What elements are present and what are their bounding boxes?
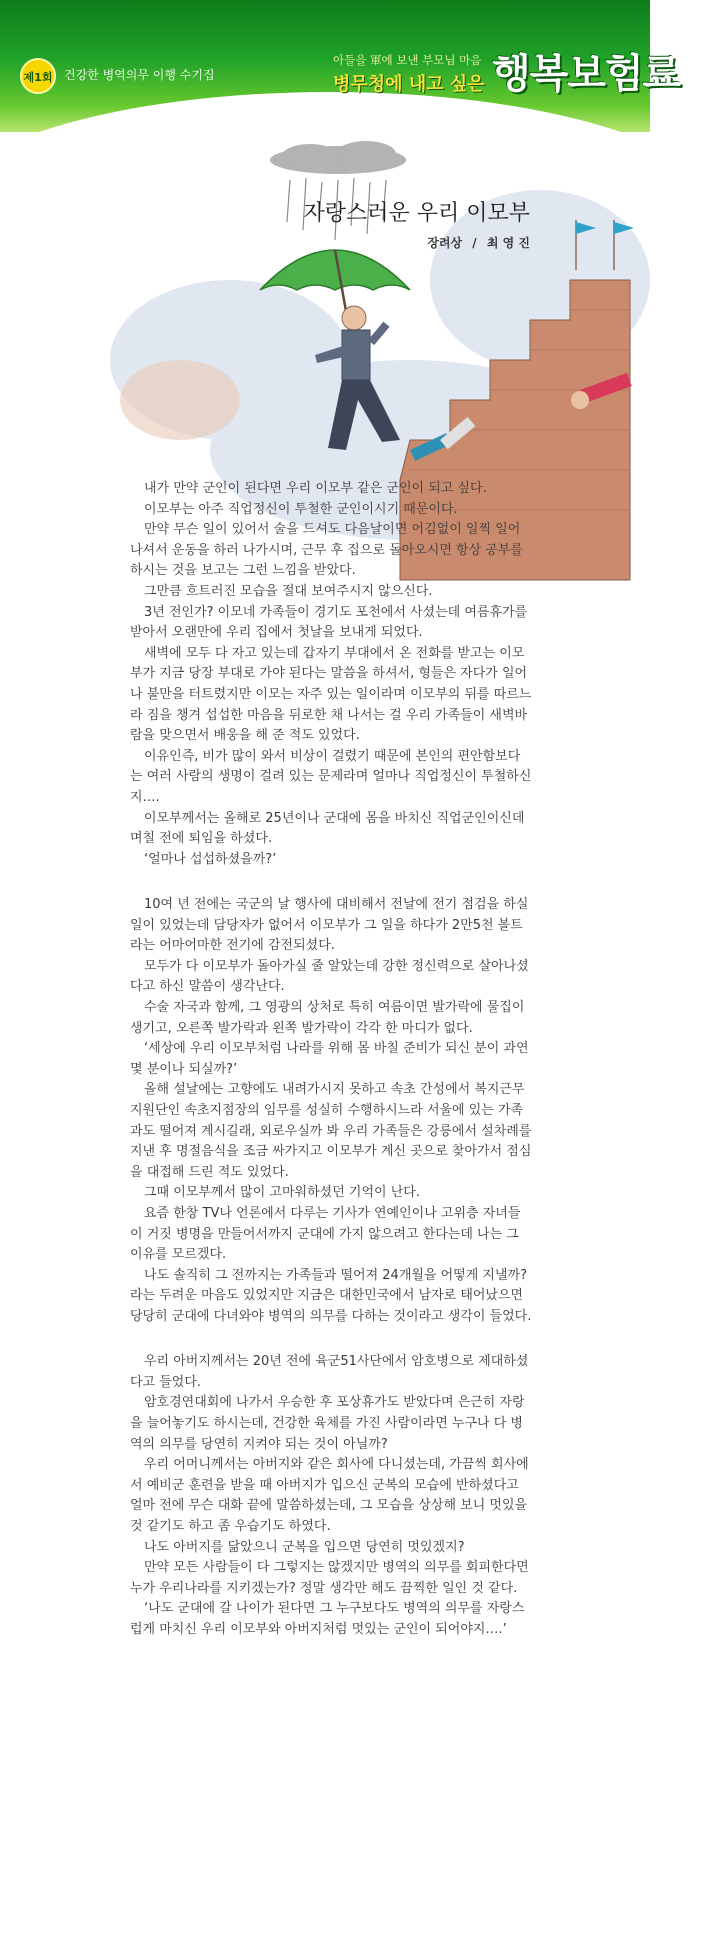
body-line: 다고 들었다. <box>130 1375 202 1390</box>
body-line: 역의 의무를 당연히 지켜야 되는 것이 아닐까? <box>130 1437 388 1452</box>
article-title: 자랑스러운 우리 이모부 <box>303 201 530 226</box>
body-line: 람을 맞으면서 배웅을 해 준 적도 있었다. <box>130 728 360 743</box>
series-title: 건강한 병역의무 이행 수기집 <box>64 68 215 82</box>
header-banner <box>0 0 681 132</box>
body-line: 지낸 후 명절음식을 조금 싸가지고 이모부가 계신 곳으로 찾아가서 점심 <box>130 1144 532 1159</box>
body-line: 서 예비군 훈련을 받을 때 아버지가 입으신 군복의 모습에 반하셨다고 <box>130 1478 519 1493</box>
body-line: 일이 있었는데 담당자가 없어서 이모부가 그 일을 하다가 2만5천 볼트 <box>130 918 523 933</box>
body-line: 얼마 전에 무슨 대화 끝에 말씀하셨는데, 그 모습을 상상해 보니 멋있을 <box>130 1498 528 1513</box>
body-line: 수술 자국과 함께, 그 영광의 상처로 특히 여름이면 발가락에 물집이 <box>144 1000 525 1015</box>
body-line: 3년 전인가? 이모네 가족들이 경기도 포천에서 사셨는데 여름휴가를 <box>144 605 528 620</box>
header-tagline: 아들을 軍에 보낸 부모님 마음 <box>333 53 482 67</box>
body-line: 다고 하신 말씀이 생각난다. <box>130 979 285 994</box>
body-line: ‘나도 군대에 갈 나이가 된다면 그 누구보다도 병역의 의무를 자랑스 <box>144 1601 525 1616</box>
body-line: 라는 두려운 마음도 있었지만 지금은 대한민국에서 남자로 태어났으면 <box>130 1288 524 1303</box>
body-line: 이유를 모르겠다. <box>130 1247 227 1262</box>
body-line: 그만큼 흐트러진 모습을 절대 보여주시지 않으신다. <box>144 584 433 599</box>
body-line: 요즘 한창 TV나 언론에서 다루는 기사가 연예인이나 고위층 자녀들 <box>144 1206 521 1221</box>
body-line: 나도 아버지를 닮았으니 군복을 입으면 당연히 멋있겠지? <box>144 1540 465 1555</box>
body-line: 그때 이모부께서 많이 고마워하셨던 기억이 난다. <box>144 1185 420 1200</box>
body-line: 이 거짓 병명을 만들어서까지 군대에 가지 않으려고 한다는데 나는 그 <box>130 1227 519 1242</box>
body-line: 모두가 다 이모부가 돌아가실 줄 알았는데 강한 정신력으로 살아나셨 <box>144 959 529 974</box>
body-line: 암호경연대회에 나가서 우승한 후 포상휴가도 받았다며 은근히 자랑 <box>144 1395 525 1410</box>
body-line: 부가 지금 당장 부대로 가야 된다는 말씀을 하셔서, 형들은 자다가 일어 <box>130 666 528 681</box>
body-line: 하시는 것을 보고는 그런 느낌을 받았다. <box>130 563 356 578</box>
body-line: 내가 만약 군인이 된다면 우리 이모부 같은 군인이 되고 싶다. <box>144 481 487 496</box>
author-name: 최 영 진 <box>486 236 530 250</box>
body-line: 만약 모든 사람들이 다 그렇지는 않겠지만 병역의 의무를 회피한다면 <box>144 1560 529 1575</box>
body-line: 과도 떨어져 계시길래, 외로우실까 봐 우리 가족들은 강릉에서 설차례를 <box>130 1124 532 1139</box>
body-line: 몇 분이나 되실까?’ <box>130 1062 238 1077</box>
body-line: 나도 솔직히 그 전까지는 가족들과 떨어져 24개월을 어떻게 지낼까? <box>144 1268 528 1283</box>
body-line: 을 대접해 드린 적도 있었다. <box>130 1165 289 1180</box>
body-line: 이유인즉, 비가 많이 와서 비상이 걸렸기 때문에 본인의 편안함보다 <box>144 749 521 764</box>
body-line: 올해 설날에는 고향에도 내려가시지 못하고 속초 간성에서 복지근무 <box>144 1082 525 1097</box>
episode-badge-label: 제1회 <box>23 71 53 84</box>
body-line: 우리 아버지께서는 20년 전에 육군51사단에서 암호병으로 제대하셨 <box>144 1354 529 1369</box>
body-line: 이모부는 아주 직업정신이 투철한 군인이시기 때문이다. <box>144 502 458 517</box>
award-label: 장려상 <box>427 236 463 250</box>
body-line: 10여 년 전에는 국군의 날 행사에 대비해서 전날에 전기 점검을 하실 <box>144 897 529 912</box>
body-line: 누가 우리나라를 지키겠는가? 정말 생각만 해도 끔찍한 일인 것 같다. <box>130 1581 518 1596</box>
body-line: ‘세상에 우리 이모부처럼 나라를 위해 몸 바칠 준비가 되신 분이 과연 <box>144 1041 529 1056</box>
body-line: ‘얼마나 섭섭하셨을까?’ <box>144 852 277 867</box>
byline-separator: / <box>472 236 477 250</box>
header-subtitle: 병무청에 내고 싶은 <box>333 74 485 95</box>
body-line: 지…. <box>130 790 160 805</box>
body-line: 것 같기도 하고 좀 우습기도 하였다. <box>130 1519 331 1534</box>
body-line: 받아서 오랜만에 우리 집에서 첫날을 보내게 되었다. <box>130 625 423 640</box>
body-line: 는 여러 사람의 생명이 걸려 있는 문제라며 얼마나 직업정신이 투철하신 <box>130 769 532 784</box>
header-title: 행복보험료 <box>492 51 681 97</box>
body-line: 나셔서 운동을 하러 나가시며, 근무 후 집으로 돌아오시면 항상 공부를 <box>130 543 523 558</box>
body-line: 지원단인 속초지점장의 임무를 성실히 수행하시느라 서울에 있는 가족 <box>130 1103 524 1118</box>
body-line: 이모부께서는 올해로 25년이나 군대에 몸을 바치신 직업군인이신데 <box>144 811 525 826</box>
body-line: 며칠 전에 퇴임을 하셨다. <box>130 831 273 846</box>
body-line: 당당히 군대에 다녀와야 병역의 의무를 다하는 것이라고 생각이 들었다. <box>130 1309 532 1324</box>
body-line: 생기고, 오른쪽 발가락과 왼쪽 발가락이 각각 한 마디가 없다. <box>130 1021 473 1036</box>
body-line: 나 불만을 터트렸지만 이모는 자주 있는 일이라며 이모부의 뒤를 따르느 <box>130 687 532 702</box>
body-line: 럽게 마치신 우리 이모부와 아버지처럼 멋있는 군인이 되어야지….’ <box>130 1622 507 1637</box>
byline <box>420 234 530 251</box>
body-line: 라는 어마어마한 전기에 감전되셨다. <box>130 938 335 953</box>
body-line: 우리 어머니께서는 아버지와 같은 회사에 다니셨는데, 가끔씩 회사에 <box>144 1457 529 1472</box>
body-line: 라 짐을 챙겨 섭섭한 마음을 뒤로한 채 나서는 걸 우리 가족들이 새벽바 <box>130 708 528 723</box>
body-line: 을 늘어놓기도 하시는데, 건강한 육체를 가진 사람이라면 누구나 다 병 <box>130 1416 523 1431</box>
body-line: 새벽에 모두 다 자고 있는데 갑자기 부대에서 온 전화를 받고는 이모 <box>144 646 525 661</box>
episode-badge <box>20 58 56 94</box>
body-line: 만약 무슨 일이 있어서 술을 드셔도 다음날이면 어김없이 일찍 일어 <box>144 522 521 537</box>
